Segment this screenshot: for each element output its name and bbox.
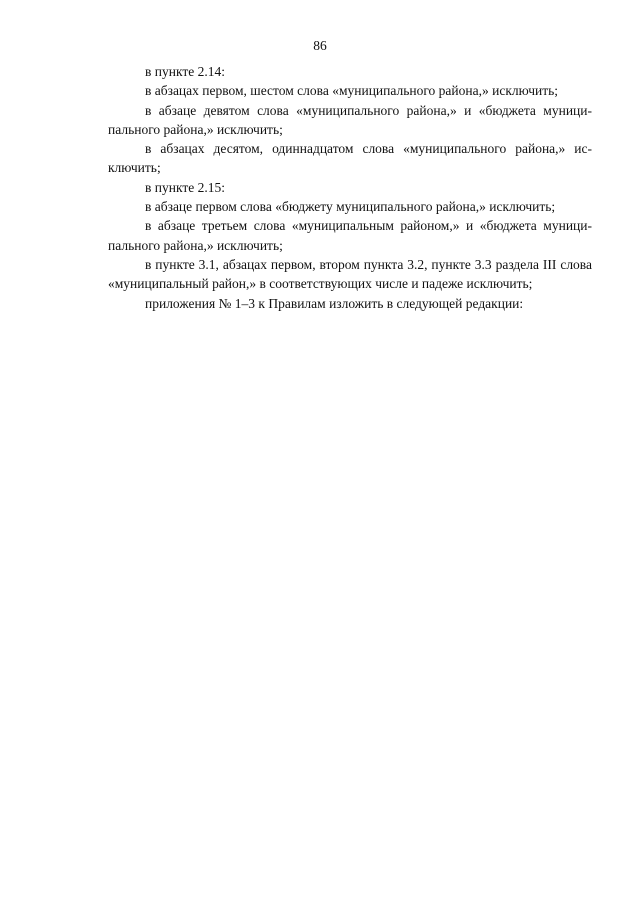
document-body [108,62,592,313]
paragraph-appendices: приложения № 1–3 к Правилам изложить в следующей редакции: [145,295,524,311]
page-number: 86 [313,38,327,53]
paragraph-ninth: в абзаце девятом слова «муниципального района,» и «бюджета муниципального района,» исключить; [108,102,592,137]
paragraph-third: в абзаце третьем слова «муниципальным районом,» и «бюджета муниципального района,» исключить; [108,218,592,253]
paragraph-first-sixth: в абзацах первом, шестом слова «муниципального района,» исключить; [145,83,559,99]
paragraph-item-2-14-heading: в пункте 2.14: [145,64,225,79]
paragraph-first-budget: в абзаце первом слова «бюджету муниципального района,» исключить; [145,199,556,215]
paragraph-tenth-eleventh: в абзацах десятом, одиннадцатом слова «муниципального района,» исключить; [108,141,592,176]
paragraph-item-2-15-heading: в пункте 2.15: [145,179,225,195]
paragraph-section-iii: в пункте 3.1, абзацах первом, втором пункта 3.2, пункте 3.3 раздела III слова «муниципальный район,» в соответствующих числе и падеже исключить; [108,256,592,292]
